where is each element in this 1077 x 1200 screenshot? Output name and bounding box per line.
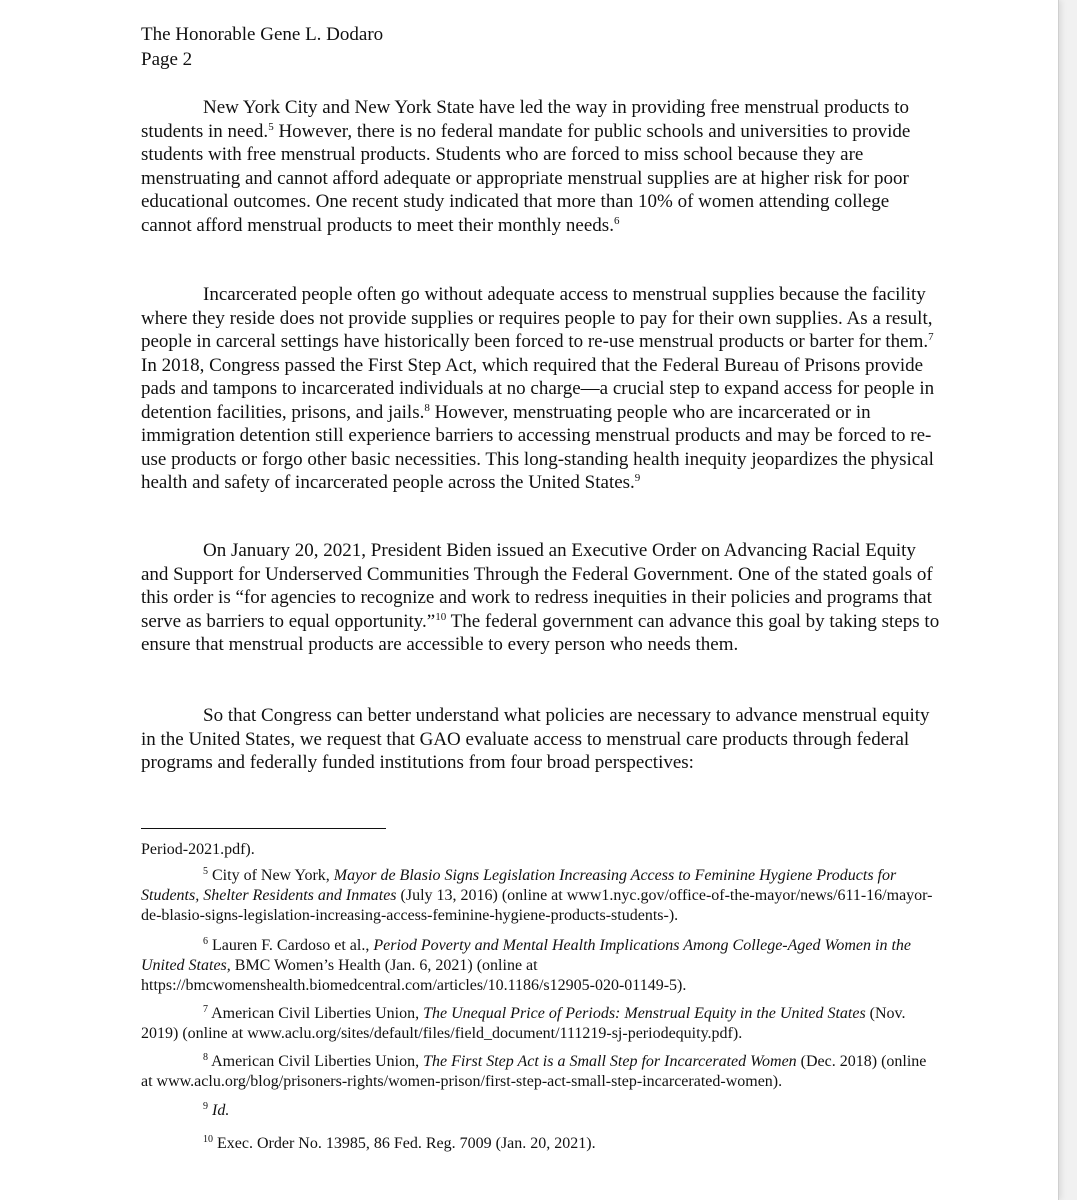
footnote-7: [141, 1004, 941, 1044]
footnote-text: (July 13, 2016) (online at www1.nyc.gov/office-of-the-mayor/news/611-16/mayor-de-blasio-signs-legislation-increasing-access-feminine-hygiene-products-students-).: [141, 887, 933, 924]
footnote-text: Exec. Order No. 13985, 86 Fed. Reg. 7009 (Jan. 20, 2021).: [213, 1135, 596, 1152]
footnote-text: City of New York,: [208, 867, 334, 884]
footnote-ref: 9: [634, 472, 641, 484]
paragraph-text: However, menstruating people who are incarcerated or in immigration detention still experience barriers to accessing menstrual products and may be forced to re-use products or forgo other basic necessities. This long-standing health inequity jeopardizes the physical health and safety of incarcerated people across the United States.: [141, 401, 934, 493]
footnote-8: [141, 1052, 941, 1092]
footnote-title: The Unequal Price of Periods: Menstrual Equity in the United States: [423, 1005, 866, 1022]
footnote-number: 6: [203, 936, 208, 947]
paragraph-text: The federal government can advance this goal by taking steps to ensure that menstrual products are accessible to every person who needs them.: [141, 610, 940, 655]
paragraph-text: However, there is no federal mandate for public schools and universities to provide students with free menstrual products. Students who are forced to miss school because they are menstruating and cannot afford adequate or appropriate menstrual supplies are at higher risk for poor educational outcomes. One recent study indicated that more than 10% of women attending college cannot afford menstrual products to meet their monthly needs.: [141, 120, 911, 236]
paragraph-text: On January 20, 2021, President Biden issued an Executive Order on Advancing Racial Equity and Support for Underserved Communities Through the Federal Government. One of the stated goals of this order is “for agencies to recognize and work to redress inequities in their policies and programs that serve as barriers to equal opportunity.”: [141, 540, 933, 632]
footnote-ref: 10: [435, 610, 447, 623]
footnote-number: 9: [203, 1101, 208, 1112]
page-number: Page 2: [141, 49, 193, 70]
footnote-text: Lauren F. Cardoso et al.,: [208, 937, 374, 954]
footnote-text: American Civil Liberties Union,: [208, 1005, 424, 1022]
recipient-name: The Honorable Gene L. Dodaro: [141, 24, 384, 45]
footnote-number: 8: [203, 1052, 208, 1063]
footnote-5: [141, 866, 941, 926]
paragraph-text: Incarcerated people often go without adequate access to menstrual supplies because the facility where they reside does not provide supplies or requires people to pay for their own supplies. As a result, people in carceral settings have historically been forced to re-use menstrual products or barter for them.: [141, 284, 933, 352]
footnote-ref: 5: [268, 120, 274, 133]
footnote-6: [141, 936, 941, 996]
footnote-title: Id.: [212, 1102, 230, 1119]
footnote-9: [141, 1101, 941, 1121]
paragraph-text: So that Congress can better understand what policies are necessary to advance menstrual equity in the United States, we request that GAO evaluate access to menstrual care products through federal programs and federally funded institutions from four broad perspectives:: [141, 705, 930, 773]
letter-header: [141, 22, 383, 72]
paragraph-3: [141, 539, 941, 657]
footnote-text: (Dec. 2018) (online at www.aclu.org/blog/prisoners-rights/women-prison/first-step-act-small-step-incarcerated-women).: [141, 1053, 927, 1090]
paragraph-4: [141, 704, 941, 775]
footnote-divider: [141, 828, 386, 829]
footnote-ref: 8: [424, 401, 430, 414]
footnote-title: Mayor de Blasio Signs Legislation Increasing Access to Feminine Hygiene Products for Students, Shelter Residents and Inmates: [141, 867, 897, 904]
footnote-number: 7: [203, 1004, 208, 1015]
footnote-number: 10: [203, 1134, 213, 1145]
footnote-number: 5: [203, 866, 208, 877]
footnote-text: American Civil Liberties Union,: [208, 1053, 424, 1070]
paragraph-2: [141, 283, 941, 495]
footnote-continued: Period-2021.pdf).: [141, 841, 255, 858]
footnote-title: Period Poverty and Mental Health Implications Among College-Aged Women in the United States: [141, 937, 912, 974]
footnote-ref: 7: [928, 331, 934, 343]
paragraph-1: [141, 96, 941, 237]
footnote-title: The First Step Act is a Small Step for Incarcerated Women: [423, 1053, 797, 1070]
paragraph-text: In 2018, Congress passed the First Step Act, which required that the Federal Bureau of Prisons provide pads and tampons to incarcerated individuals at no charge—a crucial step to expand access for people in detention facilities, prisons, and jails.: [141, 354, 935, 423]
footnote-10: [141, 1134, 941, 1154]
footnote-text: (Nov. 2019) (online at www.aclu.org/sites/default/files/field_document/111219-sj-periodequity.pdf).: [141, 1005, 906, 1042]
paragraph-text: New York City and New York State have led the way in providing free menstrual products to students in need.: [141, 97, 910, 142]
footnote-ref: 6: [613, 214, 620, 227]
footnote-text: , BMC Women’s Health (Jan. 6, 2021) (online at https://bmcwomenshealth.biomedcentral.com/articles/10.1186/s12905-020-01149-5).: [141, 957, 687, 994]
